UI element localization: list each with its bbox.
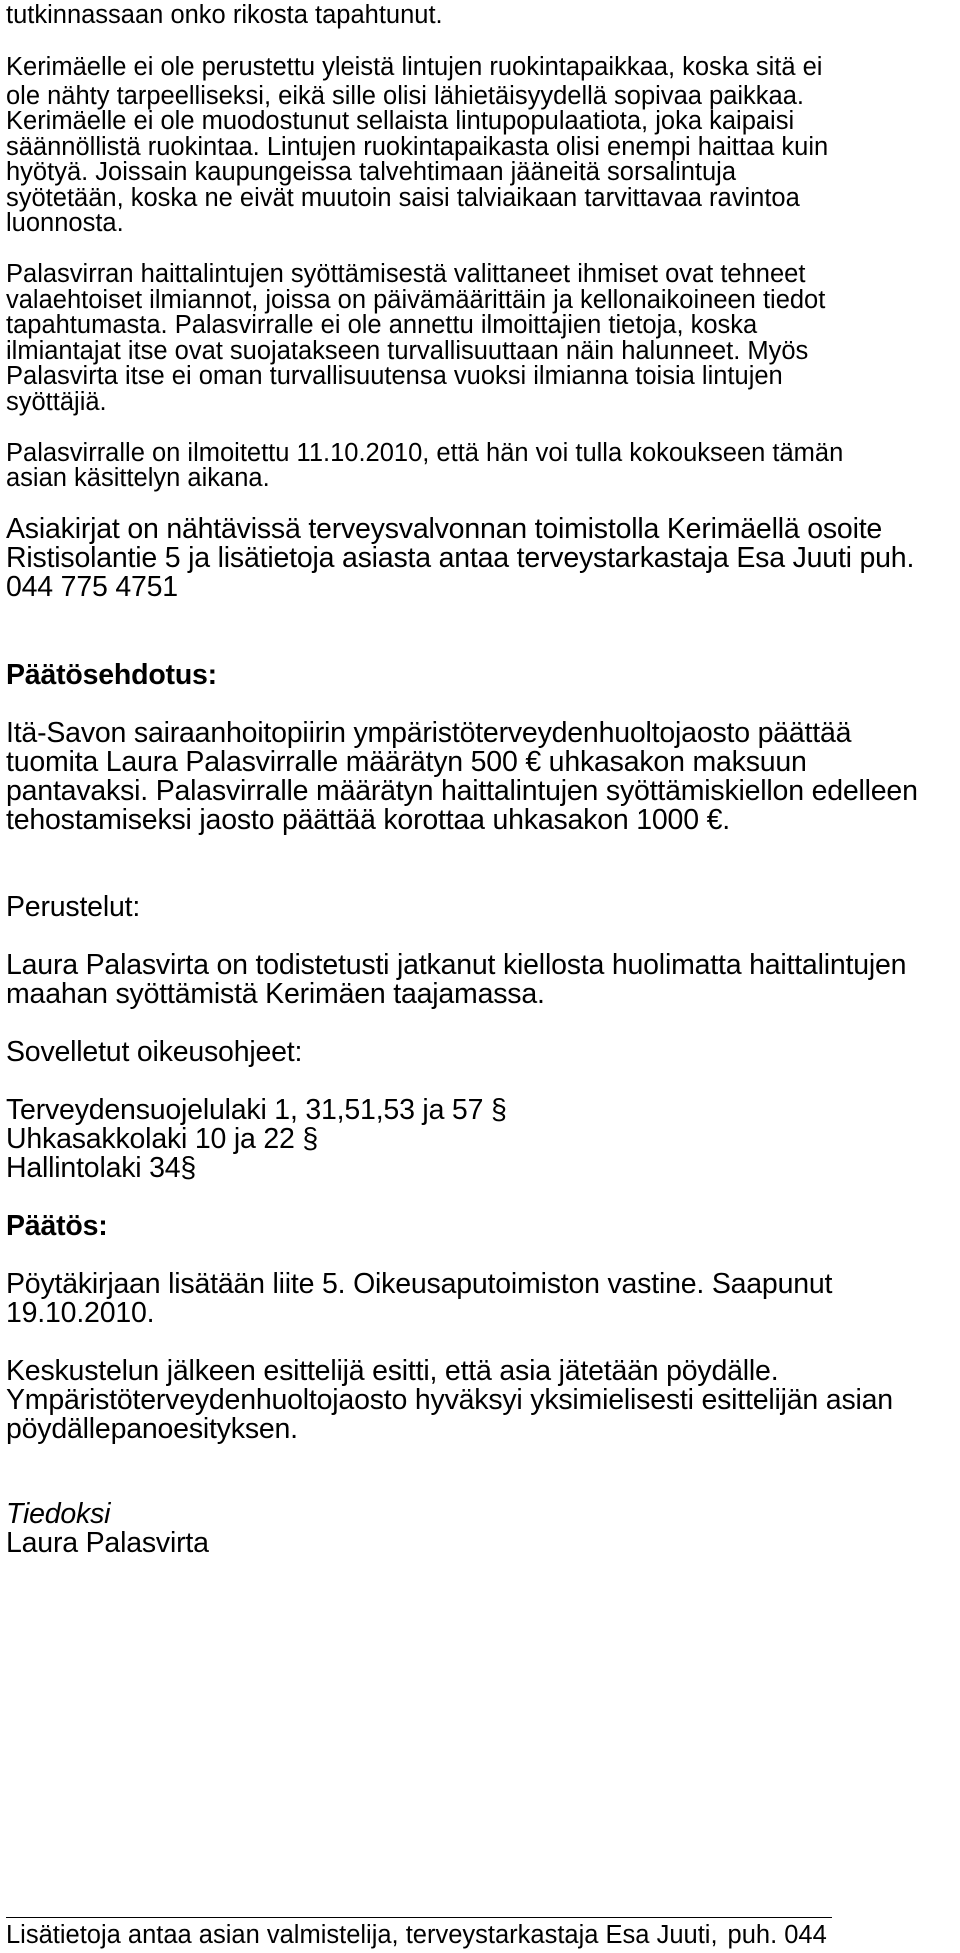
decision-line: pöydällepanoesityksen. — [6, 1413, 298, 1445]
paragraph-line: Palasvirralle on ilmoitettu 11.10.2010, että hän voi tulla kokoukseen tämän — [6, 439, 844, 467]
footer-note — [6, 1917, 958, 1953]
paragraph-line: tutkinnassaan onko rikosta tapahtunut. — [6, 1, 443, 29]
paragraph-line: Kerimäelle ei ole perustettu yleistä lintujen ruokintapaikkaa, koska sitä ei — [6, 53, 823, 81]
proposal-line: tehostamiseksi jaosto päättää korottaa uhkasakon 1000 €. — [6, 804, 730, 836]
grounds-line: maahan syöttämistä Kerimäen taajamassa. — [6, 978, 545, 1010]
paragraph-line: Asiakirjat on nähtävissä terveysvalvonnan toimistolla Kerimäellä osoite — [6, 513, 883, 545]
paragraph-line: Palasvirta itse ei oman turvallisuutensa vuoksi ilmianna toisia lintujen — [6, 362, 783, 390]
proposal-line: pantavaksi. Palasvirralle määrätyn haittalintujen syöttämiskiellon edelleen — [6, 775, 918, 807]
grounds-line: Laura Palasvirta on todistetusti jatkanut kiellosta huolimatta haittalintujen — [6, 949, 907, 981]
paragraph-line: Palasvirran haittalintujen syöttämisestä valittaneet ihmiset ovat tehneet — [6, 260, 806, 288]
paragraph-line: säännöllistä ruokintaa. Lintujen ruokintapaikasta olisi enempi haittaa kuin — [6, 133, 829, 161]
proposal-heading: Päätösehdotus: — [6, 659, 217, 691]
decision-line: 19.10.2010. — [6, 1297, 155, 1329]
notice-heading: Tiedoksi — [6, 1498, 111, 1530]
paragraph-line: Ristisolantie 5 ja lisätietoja asiasta antaa terveystarkastaja Esa Juuti puh. — [6, 542, 915, 574]
paragraph-line: tapahtumasta. Palasvirralle ei ole annettu ilmoittajien tietoja, koska — [6, 311, 758, 339]
decision-line: Pöytäkirjaan lisätään liite 5. Oikeusaputoimiston vastine. Saapunut — [6, 1268, 833, 1300]
legal-line: Terveydensuojelulaki 1, 31,51,53 ja 57 § — [6, 1094, 507, 1126]
legal-heading: Sovelletut oikeusohjeet: — [6, 1036, 303, 1068]
paragraph-line: ilmiantajat itse ovat suojatakseen turvallisuuttaan näin halunneet. Myös — [6, 337, 809, 365]
footer-text-right: puh. 044 — [727, 1921, 827, 1949]
paragraph-line: syötetään, koska ne eivät muutoin saisi talviaikaan tarvittavaa ravintoa — [6, 184, 800, 212]
paragraph-line: asian käsittelyn aikana. — [6, 464, 270, 492]
proposal-line: Itä-Savon sairaanhoitopiirin ympäristöterveydenhuoltojaosto päättää — [6, 717, 852, 749]
paragraph-line: syöttäjiä. — [6, 388, 107, 416]
paragraph-line: valaehtoiset ilmiannot, joissa on päivämäärittäin ja kellonaikoineen tiedot — [6, 286, 826, 314]
proposal-line: tuomita Laura Palasvirralle määrätyn 500 € uhkasakon maksuun — [6, 746, 807, 778]
grounds-heading: Perustelut: — [6, 891, 141, 923]
legal-line: Hallintolaki 34§ — [6, 1152, 197, 1184]
decision-line: Ympäristöterveydenhuoltojaosto hyväksyi yksimielisesti esittelijän asian — [6, 1384, 893, 1416]
paragraph-line: Kerimäelle ei ole muodostunut sellaista lintupopulaatiota, joka kaipaisi — [6, 107, 795, 135]
legal-line: Uhkasakkolaki 10 ja 22 § — [6, 1123, 319, 1155]
notice-recipient: Laura Palasvirta — [6, 1527, 209, 1559]
decision-line: Keskustelun jälkeen esittelijä esitti, että asia jätetään pöydälle. — [6, 1355, 779, 1387]
footer-text-left: Lisätietoja antaa asian valmistelija, terveystarkastaja Esa Juuti, — [6, 1921, 718, 1949]
paragraph-line: luonnosta. — [6, 209, 124, 237]
paragraph-line: hyötyä. Joissain kaupungeissa talvehtimaan jääneitä sorsalintuja — [6, 158, 737, 186]
paragraph-line: ole nähty tarpeelliseksi, eikä sille olisi lähietäisyydellä sopivaa paikkaa. — [6, 82, 805, 110]
decision-heading: Päätös: — [6, 1210, 108, 1242]
paragraph-line: 044 775 4751 — [6, 571, 178, 603]
